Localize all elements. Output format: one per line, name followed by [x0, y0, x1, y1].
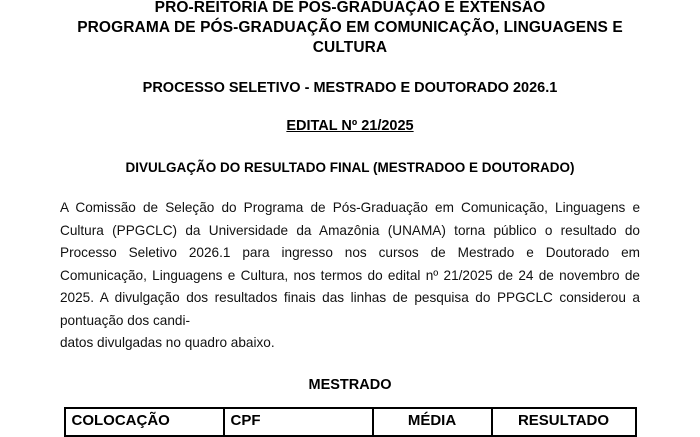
- header-line-1: PRÓ-REITORIA DE PÓS-GRADUAÇÃO E EXTENSÃO: [154, 0, 546, 16]
- announcement-paragraph-text: A Comissão de Seleção do Programa de Pós-Graduação em Comunicação, Linguagens e Cultura (PPGCLC) da Universidade da Amazônia (UNAMA) torna público o resultado do Processo Seletivo 2026.1 para ingresso nos cursos de Mestrado e Doutorado em Comunicação, Linguagens e Cultura, nos termos do edital nº 21/2025 de 24 de novembro de 2025. A divulgação dos resultados finais das linhas de pesquisa do PPGCLC considerou a pontuação dos candi-: [60, 200, 640, 328]
- results-table-head: [65, 408, 636, 436]
- header-line-3: CULTURA: [312, 39, 388, 56]
- announcement-paragraph: [60, 197, 640, 355]
- section-title-mestrado: MESTRADO: [308, 376, 392, 393]
- column-header-colocacao: COLOCAÇÃO: [65, 408, 224, 436]
- result-announcement-title: DIVULGAÇÃO DO RESULTADO FINAL (MESTRADOO E DOUTORADO): [125, 160, 575, 175]
- document-header: [60, 0, 640, 58]
- header-line-2: PROGRAMA DE PÓS-GRADUAÇÃO EM COMUNICAÇÃO, LINGUAGENS E: [77, 19, 623, 36]
- column-header-resultado: RESULTADO: [492, 408, 636, 436]
- results-table: [64, 407, 637, 437]
- column-header-cpf: CPF: [224, 408, 373, 436]
- edital-title: EDITAL Nº 21/2025: [286, 118, 414, 134]
- results-table-wrapper: [60, 407, 640, 437]
- process-title: PROCESSO SELETIVO - MESTRADO E DOUTORADO 2026.1: [142, 80, 558, 96]
- table-header-row: [65, 408, 636, 436]
- column-header-media: MÉDIA: [373, 408, 492, 436]
- announcement-paragraph-last-line: datos divulgadas no quadro abaixo.: [60, 335, 275, 350]
